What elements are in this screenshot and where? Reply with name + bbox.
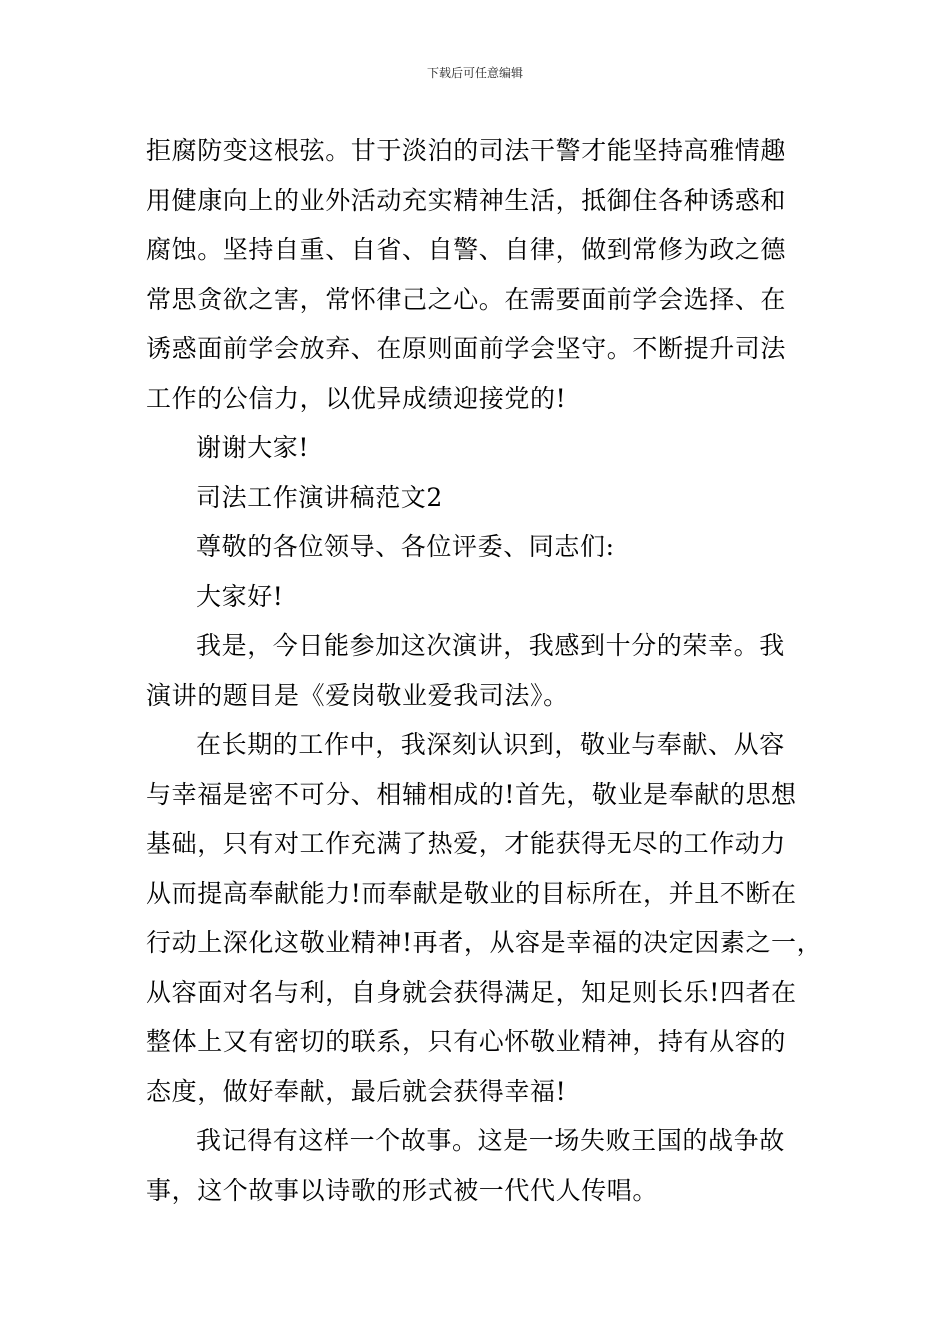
text-line: 拒腐防变这根弦。甘于淡泊的司法干警才能坚持高雅情趣 [146,136,787,165]
text-line: 从容面对名与利，自身就会获得满足，知足则长乐!四者在 [146,977,797,1007]
text-line: 诱惑面前学会放弃、在原则面前学会坚守。不断提升司法 [146,334,787,363]
text-line: 我记得有这样一个故事。这是一场失败王国的战争故 [196,1126,785,1155]
text-line: 事，这个故事以诗歌的形式被一代代人传唱。 [146,1175,659,1205]
text-line: 用健康向上的业外活动充实精神生活，抵御住各种诱惑和 [146,185,787,215]
document-body [146,126,826,1215]
text-line: 工作的公信力，以优异成绩迎接党的! [146,383,567,413]
text-line: 与幸福是密不可分、相辅相成的!首先，敬业是奉献的思想 [146,779,797,809]
text-line: 基础，只有对工作充满了热爱，才能获得无尽的工作动力 [146,829,787,858]
text-line: 大家好! [196,581,284,611]
text-line: 尊敬的各位领导、各位评委、同志们: [196,532,615,561]
text-line: 我是，今日能参加这次演讲，我感到十分的荣幸。我 [196,631,785,660]
text-line: 常思贪欲之害，常怀律己之心。在需要面前学会选择、在 [146,284,787,314]
text-line: 谢谢大家! [196,433,310,462]
text-line: 从而提高奉献能力!而奉献是敬业的目标所在，并且不断在 [146,878,797,908]
text-line: 司法工作演讲稿范文2 [196,482,443,512]
text-line: 演讲的题目是《爱岗敬业爱我司法》。 [146,680,569,710]
page-header: 下载后可任意编辑 [426,66,523,80]
text-line: 整体上又有密切的联系，只有心怀敬业精神，持有从容的 [146,1027,787,1056]
text-line: 腐蚀。坚持自重、自省、自警、自律，做到常修为政之德 [146,235,787,264]
text-line: 行动上深化这敬业精神!再者，从容是幸福的决定因素之一， [146,928,823,957]
text-line: 在长期的工作中，我深刻认识到，敬业与奉献、从容 [196,730,785,759]
text-line: 态度，做好奉献，最后就会获得幸福! [146,1076,567,1106]
